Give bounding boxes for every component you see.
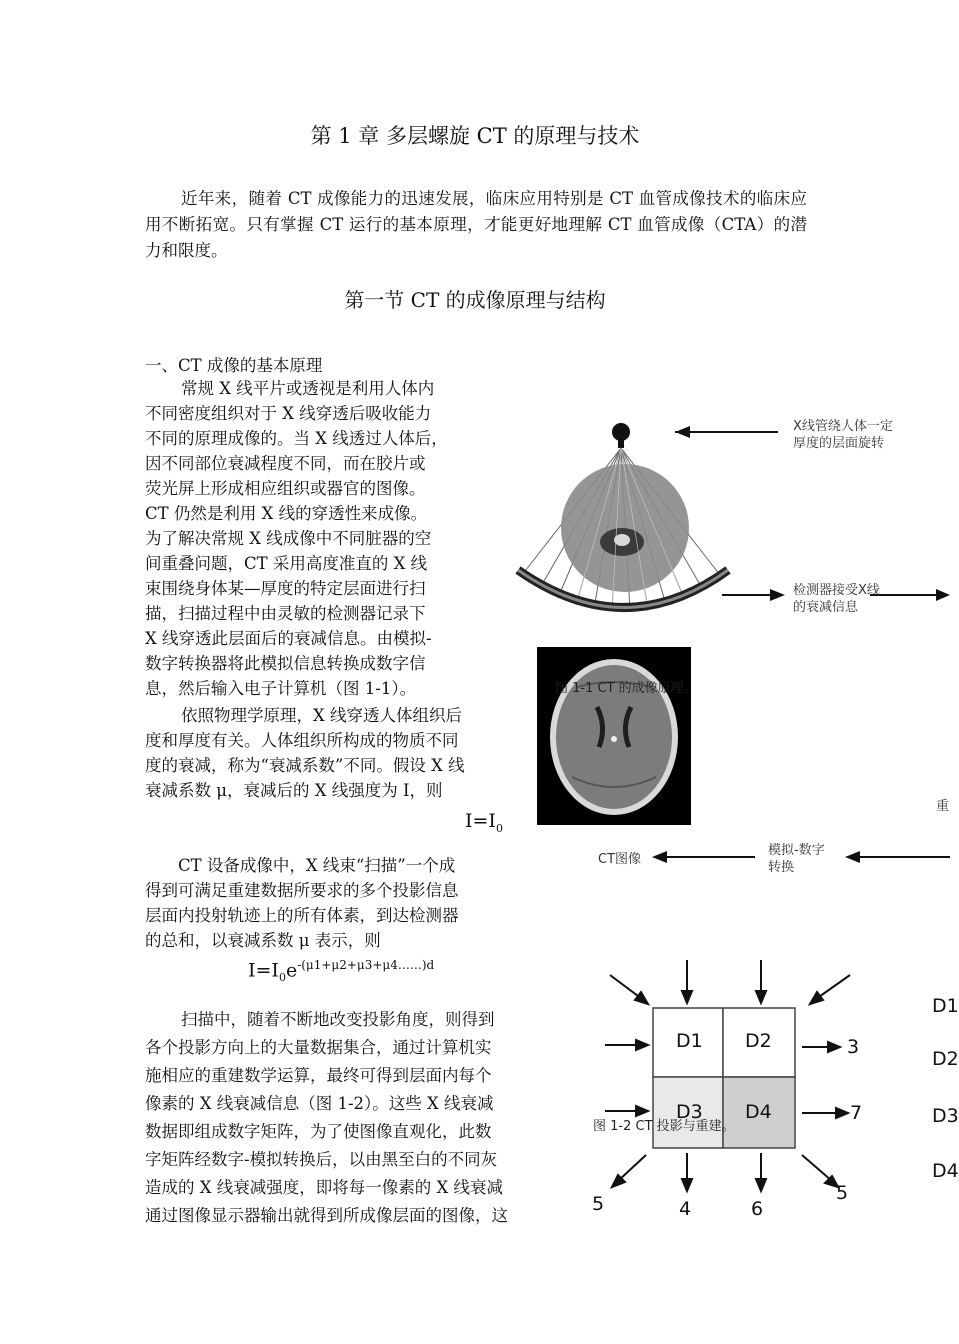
para4-line: 扫描中，随着不断地改变投影角度，则得到 (181, 1010, 495, 1029)
cell-label-d3: D3 (676, 1101, 703, 1123)
projection-value: 6 (751, 1198, 764, 1220)
projection-value: 5 (592, 1193, 605, 1215)
side-label: D1 (932, 995, 959, 1017)
para1-line: 荧光屏上形成相应组织或器官的图像。 (145, 479, 426, 498)
para2-line: 衰减系数 μ，衰减后的 X 线强度为 I，则 (145, 781, 443, 800)
para3-line: 层面内投射轨迹上的所有体素，到达检测器 (145, 906, 459, 925)
body-section (561, 464, 689, 592)
para1-line: 不同密度组织对于 X 线穿透后吸收能力 (145, 404, 432, 423)
para1-line: 不同的原理成像的。当 X 线透过人体后， (145, 429, 448, 448)
chapter-title: 第 1 章 多层螺旋 CT 的原理与技术 (310, 124, 640, 148)
para1-line: 常规 X 线平片或透视是利用人体内 (181, 379, 435, 398)
section-title: 第一节 CT 的成像原理与结构 (344, 288, 606, 312)
ct-brain-image (537, 647, 691, 825)
arrow-left-icon (675, 426, 690, 438)
para1-line: 因不同部位衰减程度不同，而在胶片或 (145, 454, 426, 473)
cell-label-d4: D4 (745, 1101, 772, 1123)
para1-line: 束围绕身体某—厚度的特定层面进行扫 (145, 579, 426, 598)
projection-value: 5 (836, 1182, 849, 1204)
para1-line: CT 仍然是利用 X 线的穿透性来成像。 (145, 504, 428, 523)
para4-line: 通过图像显示器输出就得到所成像层面的图像，这 (145, 1206, 508, 1225)
arrow-right-icon (936, 589, 950, 601)
para4-line: 造成的 X 线衰减强度，即将每一像素的 X 线衰减 (145, 1178, 503, 1197)
side-label: D2 (932, 1048, 959, 1070)
projection-value: 3 (847, 1036, 860, 1058)
para1-line: X 线穿透此层面后的衰减信息。由模拟- (145, 629, 432, 648)
para2-line: 度的衰减，称为“衰减系数”不同。假设 X 线 (145, 756, 465, 775)
para3-line: CT 设备成像中，X 线束“扫描”一个成 (178, 856, 456, 875)
label-reconstruction: 重 (936, 799, 950, 814)
para1-line: 间重叠问题，CT 采用高度准直的 X 线 (145, 554, 428, 573)
arrow-left-icon (845, 851, 860, 863)
cell-label-d2: D2 (745, 1030, 772, 1052)
projection-value: 4 (679, 1198, 692, 1220)
label-tube-rotate: X线管绕人体一定 厚度的层面旋转 (793, 419, 893, 451)
arrow-left-icon (652, 851, 667, 863)
para1-line: 数字转换器将此模拟信息转换成数字信 (145, 654, 426, 673)
label-ct-image: CT图像 (598, 852, 642, 867)
para4-line: 施相应的重建数学运算，最终可得到层面内每个 (145, 1066, 492, 1085)
para1-line: 息，然后输入电子计算机（图 1-1）。 (145, 679, 417, 698)
figure-1-2 (580, 955, 870, 1225)
para1-line: 为了解决常规 X 线成像中不同脏器的空 (145, 529, 432, 548)
para4-line: 数据即组成数字矩阵，为了使图像直观化，此数 (145, 1122, 492, 1141)
figure-1-2-caption: 图 1-2 CT 投影与重建。 (593, 1119, 735, 1134)
xray-tube-icon (612, 423, 630, 448)
label-adc: 模拟-数字 转换 (768, 843, 825, 875)
arrow-right-icon (770, 589, 785, 601)
subsection-title: 一、CT 成像的基本原理 (145, 356, 323, 375)
para4-line: 各个投影方向上的大量数据集合，通过计算机实 (145, 1038, 492, 1057)
side-label: D3 (932, 1105, 959, 1127)
para1-line: 描，扫描过程中由灵敏的检测器记录下 (145, 604, 426, 623)
projection-value: 7 (850, 1102, 863, 1124)
para4-line: 像素的 X 线衰减信息（图 1-2）。这些 X 线衰减 (145, 1094, 494, 1113)
label-detector: 检测器接受X线 的衰减信息 (793, 583, 880, 615)
intro-paragraph: 近年来，随着 CT 成像能力的迅速发展，临床应用特别是 CT 血管成像技术的临床应用不断拓宽。只有掌握 CT 运行的基本原理，才能更好地理解 CT 血管成像（CTA）的潜力和限度。 (145, 189, 807, 260)
formula-2: $I=I_0e^{-(\mu 1+\mu 2+\mu 3+\mu 4\dots\dots)d}$ (248, 958, 435, 985)
cell-label-d1: D1 (676, 1030, 703, 1052)
figure-1-1-caption: 图 1-1 CT 的成像原理。 (555, 681, 697, 696)
para2-line: 依照物理学原理，X 线穿透人体组织后 (181, 706, 462, 725)
formula-1: $I=I_0$ (465, 810, 503, 835)
para4-line: 字矩阵经数字-模拟转换后，以由黑至白的不同灰 (145, 1150, 498, 1169)
para3-line: 的总和，以衰减系数 μ 表示，则 (145, 931, 381, 950)
para3-line: 得到可满足重建数据所要求的多个投影信息 (145, 881, 459, 900)
para2-line: 度和厚度有关。人体组织所构成的物质不同 (145, 731, 459, 750)
side-label: D4 (932, 1160, 959, 1182)
